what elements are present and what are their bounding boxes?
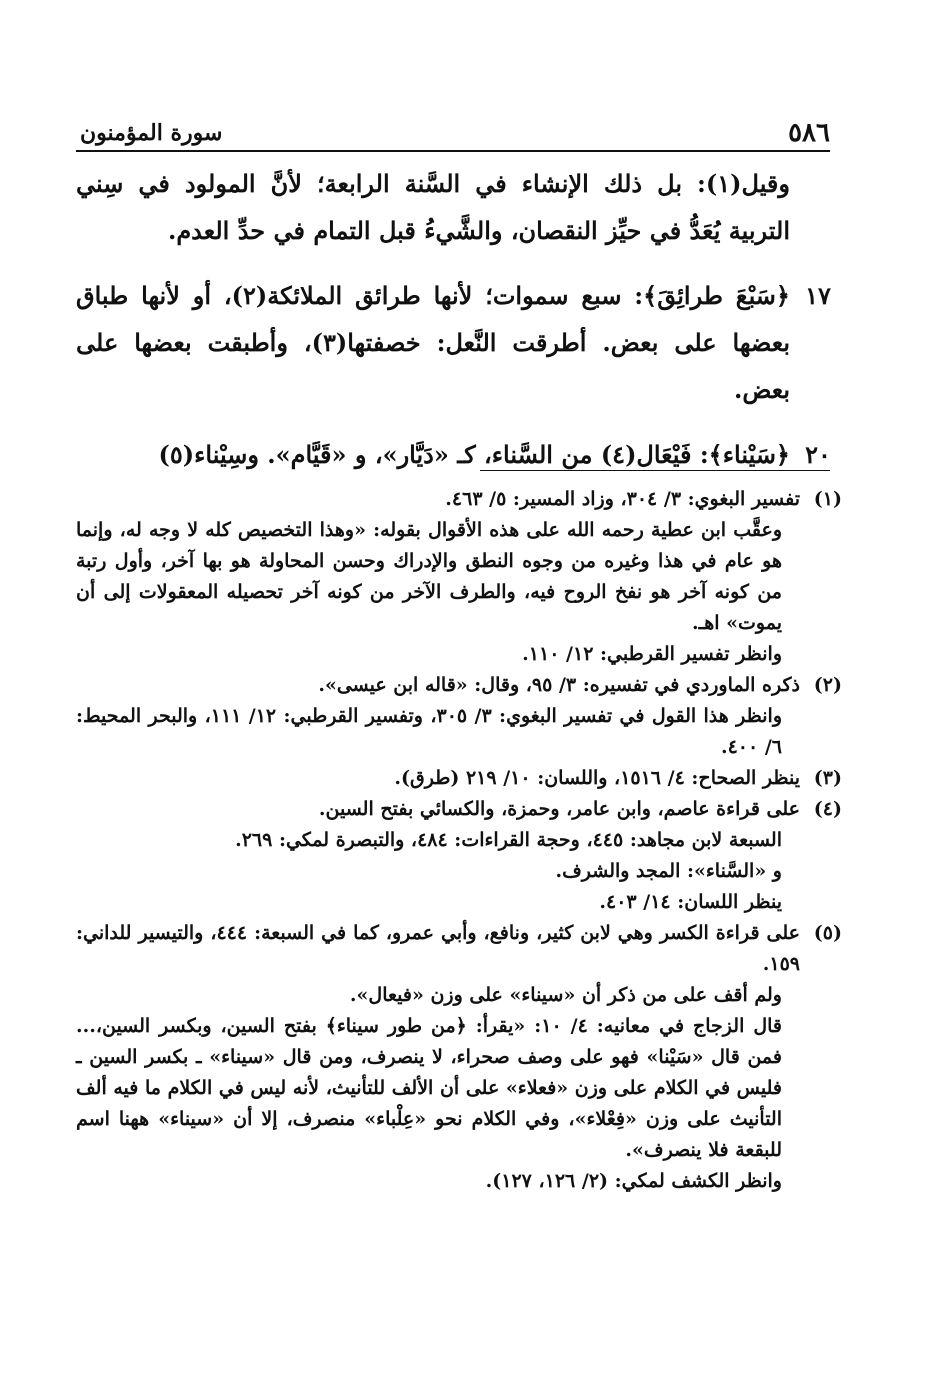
footnote-line: وعقَّب ابن عطية رحمه الله على هذه الأقوال بقوله: «وهذا التخصيص كله لا وجه له، وإنما هو عام في هذا وغيره من وجوه النطق والإدراك وحسن المحاولة هو بها آخر، وأول رتبة من كونه آخر هو نفخ الروح فيه، والطرف الآخر من كونه آخر تحصيله المعقولات إلى أن يموت» اهـ. (76, 519, 782, 634)
footnote-line: تفسير البغوي: ٣/ ٣٠٤، وزاد المسير: ٥/ ٤٦٣. (445, 488, 800, 510)
footnote-line: ينظر الصحاح: ٤/ ١٥١٦، واللسان: ١٠/ ٢١٩ (طرق). (394, 767, 800, 789)
verse-number: ١٧ (805, 281, 831, 310)
footnote-number: (١) (813, 488, 842, 510)
footnote-4 (76, 794, 842, 918)
footnote-number: (٥) (813, 922, 842, 944)
footnote-number: (٤) (813, 798, 842, 820)
header-rule (76, 150, 830, 152)
footnote-line: ولم أقف على من ذكر أن «سيناء» على وزن «فيعال». (349, 984, 782, 1006)
footnote-line: وانظر هذا القول في تفسير البغوي: ٣/ ٣٠٥، وتفسير القرطبي: ١٢/ ١١١، والبحر المحيط: ٦/ ٤٠٠. (76, 705, 782, 758)
footnote-rule (480, 470, 830, 471)
footnote-line: السبعة لابن مجاهد: ٤٤٥، وحجة القراءات: ٤٨٤، والتبصرة لمكي: ٢٦٩. (235, 829, 782, 851)
entry-17 (76, 272, 830, 413)
footnote-line: قال الزجاج في معانيه: ٤/ ١٠: «يقرأ: ﴿من طور سيناء﴾ بفتح السين، وبكسر السين،... فمن قال «سَيْنا» فهو على وصف صحراء، لا ينصرف، ومن قال «سيناء» ـ بكسر السين ـ فليس في الكلام على وزن «فعلاء» على أن الألف للتأنيث، لأنه ليس في الكلام ما فيه ألف التأنيث على وزن «فِعْلاء»، وفي الكلام نحو «عِلْباء» منصرف، إلا أن «سيناء» ههنا اسم للبقعة فلا ينصرف». (76, 1015, 782, 1161)
footnote-line: وانظر تفسير القرطبي: ١٢/ ١١٠. (522, 643, 782, 665)
footnote-5 (76, 918, 842, 1197)
footnote-line: على قراءة الكسر وهي لابن كثير، ونافع، وأبي عمرو، كما في السبعة: ٤٤٤، والتيسير للداني: ١٥٩. (76, 922, 800, 975)
intro-text: وقيل(١): بل ذلك الإنشاء في السَّنة الرابعة؛ لأنَّ المولود في سِني التربية يُعَدُّ في حيِّز النقصان، والشَّيءُ قبل التمام في حدِّ العدم. (76, 169, 790, 245)
footnote-2 (76, 670, 842, 763)
footnote-line: وانظر الكشف لمكي: (٢/ ١٢٦، ١٢٧). (485, 1170, 782, 1192)
footnote-number: (٢) (813, 674, 842, 696)
verse-number: ٢٠ (805, 440, 831, 469)
footnote-line: ينظر اللسان: ١٤/ ٤٠٣. (599, 891, 782, 913)
main-text (76, 160, 830, 496)
intro-paragraph (76, 160, 830, 254)
footnotes (76, 484, 842, 1197)
surah-title: سورة المؤمنون (80, 120, 223, 146)
entry-text: ﴿سَبْعَ طرائِقَ﴾: سبع سموات؛ لأنها طرائق الملائكة(٢)، أو لأنها طباق بعضها على بعض. أطرقت النَّعل: خصفتها(٣)، وأطبقت بعضها على بعض. (76, 281, 790, 404)
footnote-line: ذكره الماوردي في تفسيره: ٣/ ٩٥، وقال: «قاله ابن عيسى». (318, 674, 800, 696)
footnote-3 (76, 763, 842, 794)
footnote-line: و «السَّناء»: المجد والشرف. (555, 860, 782, 882)
entry-text: ﴿سَيْناء﴾: فَيْعَال(٤) من السَّناء، كـ «دَيَّار»، و «قَيَّام». وسِيْناء(٥) (158, 440, 790, 469)
page-header (80, 118, 830, 150)
footnote-1 (76, 484, 842, 670)
footnote-line: على قراءة عاصم، وابن عامر، وحمزة، والكسائي بفتح السين. (318, 798, 800, 820)
page-number: ٥٨٦ (788, 118, 830, 148)
footnote-number: (٣) (813, 767, 842, 789)
